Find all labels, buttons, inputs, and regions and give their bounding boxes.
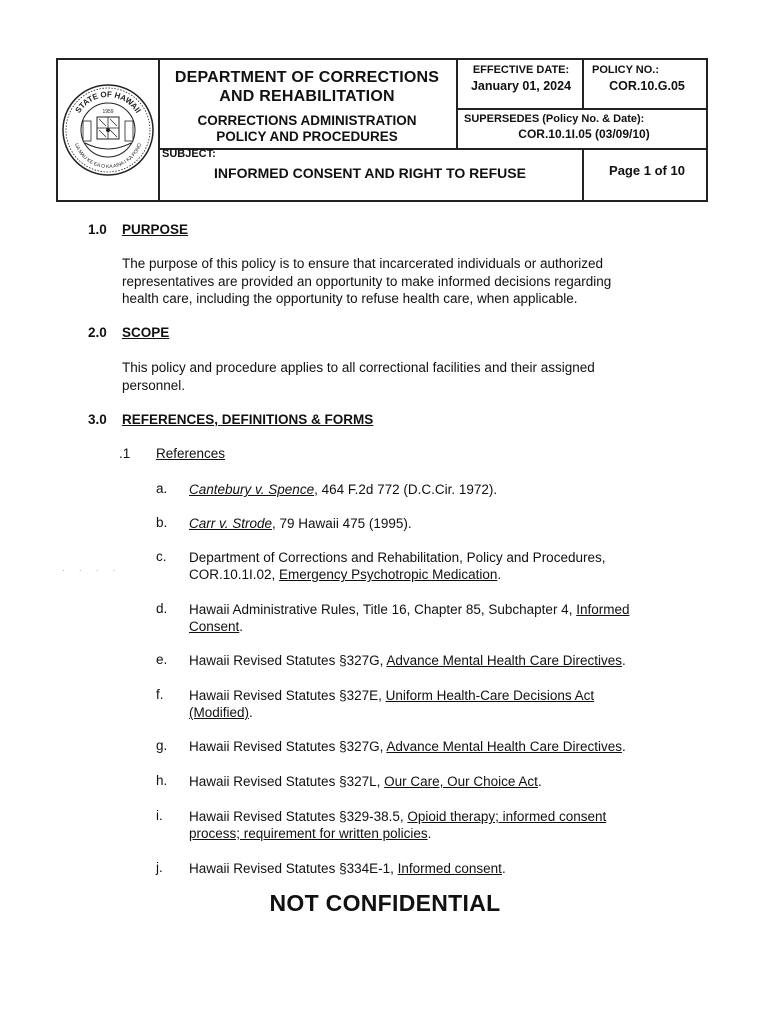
reference-text: Hawaii Revised Statutes §334E-1, [189, 861, 398, 876]
subsection-title-references: References [156, 446, 226, 461]
reference-letter: f. [156, 687, 164, 702]
purpose-line: representatives are provided an opportunity to make informed decisions regarding [122, 273, 612, 289]
reference-link[interactable]: Advance Mental Health Care Directives [386, 653, 622, 668]
reference-item-d [189, 601, 689, 635]
reference-item-c [189, 549, 689, 583]
reference-letter: g. [156, 738, 168, 753]
reference-link[interactable]: (Modified) [189, 705, 250, 720]
reference-text: , 464 F.2d 772 (D.C.Cir. 1972). [314, 482, 498, 497]
reference-text: Hawaii Revised Statutes §329-38.5, [189, 809, 408, 824]
reference-text: Hawaii Revised Statutes §327G, [189, 739, 387, 754]
subject-label: SUBJECT: [162, 148, 216, 160]
state-seal-icon [61, 83, 155, 177]
section-title-purpose: PURPOSE [122, 222, 189, 237]
reference-letter: h. [156, 773, 168, 788]
seal-bottom-text: UA MAU KE EA O KA AINA I KA PONO [72, 142, 144, 171]
purpose-line: The purpose of this policy is to ensure that incarcerated individuals or authorized [122, 256, 604, 271]
reference-item-b [189, 515, 689, 532]
seal-top-text: STATE OF HAWAII [73, 89, 143, 115]
reference-letter: e. [156, 652, 168, 667]
reference-text: Hawaii Revised Statutes §327L, [189, 774, 385, 789]
reference-item-f [189, 687, 689, 721]
section-title-references: REFERENCES, DEFINITIONS & FORMS [122, 412, 374, 427]
reference-text: . [537, 774, 542, 789]
policy-number-value: COR.10.G.05 [609, 79, 685, 93]
reference-text: Hawaii Revised Statutes §327G, [189, 653, 387, 668]
reference-text: . [497, 567, 502, 582]
supersedes-value: COR.10.1I.05 (03/09/10) [518, 127, 650, 141]
reference-letter: b. [156, 515, 168, 530]
page-label: Page [609, 163, 641, 178]
seal-year: 1959 [102, 109, 114, 115]
reference-item-j [189, 860, 689, 877]
reference-item-a [189, 481, 689, 498]
subsection-number: .1 [119, 446, 131, 461]
reference-item-i [189, 808, 689, 842]
policy-number-label: POLICY NO.: [592, 64, 660, 76]
department-line-1: DEPARTMENT OF CORRECTIONS [174, 69, 440, 86]
purpose-line: health care, including the opportunity to refuse health care, when applicable. [122, 291, 578, 306]
division-line-1: CORRECTIONS ADMINISTRATION [197, 113, 417, 128]
reference-letter: j. [156, 860, 163, 875]
reference-text: . [249, 705, 253, 720]
reference-item-e [189, 652, 689, 669]
reference-letter: a. [156, 481, 168, 496]
department-line-2: AND REHABILITATION [219, 88, 395, 105]
reference-text: Hawaii Revised Statutes §327E, [189, 688, 386, 703]
effective-date-label: EFFECTIVE DATE: [472, 64, 570, 76]
page-total: 10 [670, 163, 685, 178]
division-line-2: POLICY AND PROCEDURES [216, 129, 398, 144]
purpose-paragraph [122, 255, 682, 308]
reference-link[interactable]: Consent [189, 619, 240, 634]
reference-item-g [189, 738, 689, 755]
reference-link[interactable]: Advance Mental Health Care Directives [386, 739, 622, 754]
section-number-scope: 2.0 [88, 325, 107, 340]
section-number-purpose: 1.0 [88, 222, 107, 237]
page-of: of [654, 163, 667, 178]
scan-artifact: · · · · [62, 566, 122, 575]
reference-link[interactable]: Carr v. Strode [189, 516, 273, 531]
page-indicator [588, 163, 706, 178]
section-title-scope: SCOPE [122, 325, 170, 340]
reference-text: Department of Corrections and Rehabilitation, Policy and Procedures, [189, 550, 606, 565]
reference-text: . [501, 861, 506, 876]
scope-line: personnel. [122, 377, 186, 393]
page-current: 1 [643, 163, 651, 178]
reference-text: COR.10.1I.02, [189, 567, 280, 582]
reference-link[interactable]: process; requirement for written policies [189, 826, 428, 841]
reference-text: . [621, 653, 626, 668]
reference-letter: i. [156, 808, 163, 823]
svg-text:UA MAU KE EA O KA AINA I KA PO [73, 142, 143, 170]
department-title [162, 68, 452, 106]
reference-link[interactable]: Emergency Psychotropic Medication [279, 567, 498, 582]
reference-link[interactable]: Informed consent [397, 861, 502, 876]
state-seal [58, 60, 158, 200]
reference-link[interactable]: Informed [576, 602, 630, 617]
division-title [162, 113, 452, 145]
reference-text: , 79 Hawaii 475 (1995). [272, 516, 412, 531]
reference-link[interactable]: Opioid therapy; informed consent [407, 809, 607, 824]
scope-paragraph [122, 359, 682, 394]
effective-date-value: January 01, 2024 [470, 79, 572, 93]
reference-text: . [239, 619, 244, 634]
supersedes-label: SUPERSEDES (Policy No. & Date): [464, 113, 645, 125]
reference-letter: d. [156, 601, 168, 616]
confidentiality-footer: NOT CONFIDENTIAL [269, 890, 501, 916]
scope-line: This policy and procedure applies to all correctional facilities and their assigned [122, 360, 595, 375]
policy-header-table [56, 58, 708, 202]
section-number-references: 3.0 [88, 412, 107, 427]
reference-link[interactable]: Our Care, Our Choice Act [384, 774, 538, 789]
reference-text: . [427, 826, 432, 841]
reference-link[interactable]: Uniform Health-Care Decisions Act [385, 688, 595, 703]
reference-text: . [621, 739, 626, 754]
reference-letter: c. [156, 549, 167, 564]
reference-link[interactable]: Cantebury v. Spence [189, 482, 315, 497]
reference-text: Hawaii Administrative Rules, Title 16, Chapter 85, Subchapter 4, [189, 602, 577, 617]
subject-value: INFORMED CONSENT AND RIGHT TO REFUSE [214, 165, 526, 181]
reference-item-h [189, 773, 689, 790]
